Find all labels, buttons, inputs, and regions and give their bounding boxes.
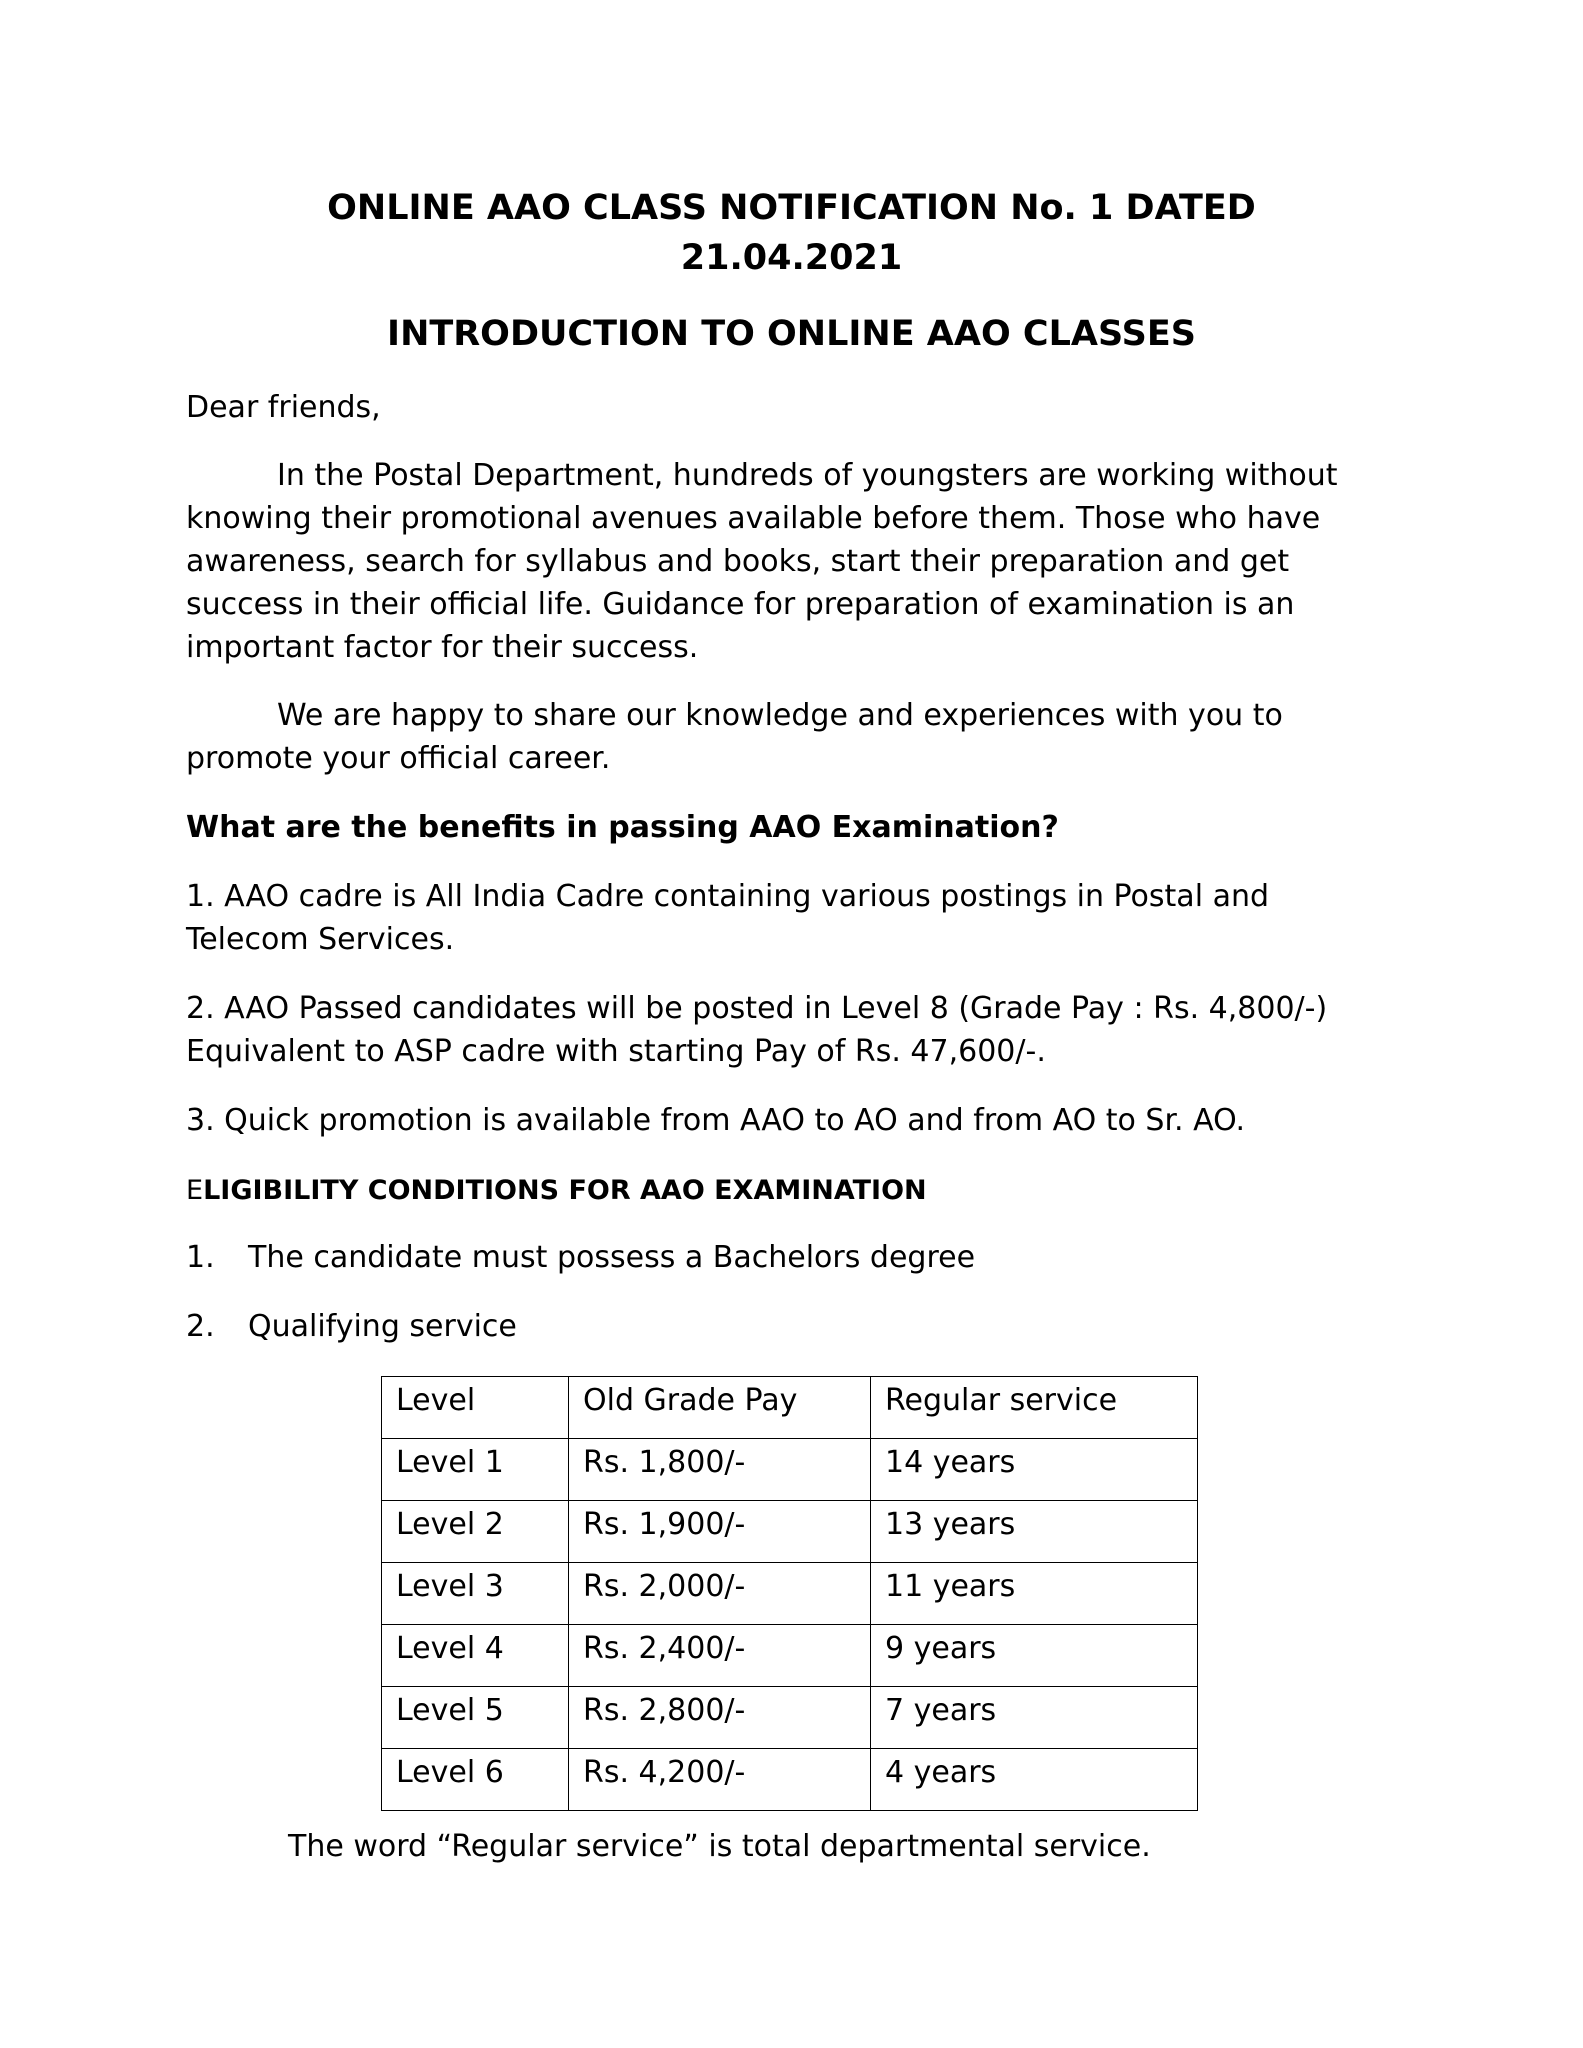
table-header-row: [382, 1377, 1198, 1439]
para1-line-4: success in their official life. Guidance for preparation of examination is an: [186, 587, 1295, 622]
eligibility-heading-rest: LIGIBILITY CONDITIONS FOR AAO EXAMINATION: [203, 1175, 927, 1206]
subtitle: INTRODUCTION TO ONLINE AAO CLASSES: [387, 314, 1196, 354]
eligibility-heading: [186, 1175, 927, 1206]
condition-number: 1.: [186, 1240, 215, 1275]
cell-service: 9 years: [871, 1625, 1198, 1687]
cell-service: 7 years: [871, 1687, 1198, 1749]
salutation: Dear friends,: [186, 390, 381, 425]
cell-service: 4 years: [871, 1749, 1198, 1811]
cell-grade-pay: Rs. 2,800/-: [569, 1687, 871, 1749]
para1-line-3: awareness, search for syllabus and books, start their preparation and get: [186, 544, 1290, 579]
cell-service: 14 years: [871, 1439, 1198, 1501]
table-row: [382, 1563, 1198, 1625]
condition-number: 2.: [186, 1309, 215, 1344]
eligibility-heading-initial: E: [186, 1175, 204, 1206]
cell-level: Level 1: [382, 1439, 569, 1501]
para1-line-2: knowing their promotional avenues available before them. Those who have: [186, 501, 1321, 536]
para2-line-1: We are happy to share our knowledge and experiences with you to: [277, 698, 1283, 733]
table-row: [382, 1687, 1198, 1749]
header-old-grade-pay: Old Grade Pay: [569, 1377, 871, 1439]
cell-level: Level 4: [382, 1625, 569, 1687]
cell-grade-pay: Rs. 4,200/-: [569, 1749, 871, 1811]
benefit-2-line-2: Equivalent to ASP cadre with starting Pay of Rs. 47,600/-.: [186, 1034, 1046, 1069]
benefit-3: 3. Quick promotion is available from AAO to AO and from AO to Sr. AO.: [186, 1103, 1246, 1138]
footnote: The word “Regular service” is total departmental service.: [288, 1829, 1151, 1864]
condition-text: Qualifying service: [248, 1309, 517, 1344]
benefit-2-line-1: 2. AAO Passed candidates will be posted in Level 8 (Grade Pay : Rs. 4,800/-): [186, 991, 1328, 1026]
benefits-heading: What are the benefits in passing AAO Examination?: [186, 810, 1059, 845]
cell-level: Level 3: [382, 1563, 569, 1625]
para2-line-2: promote your official career.: [186, 741, 611, 776]
cell-grade-pay: Rs. 2,400/-: [569, 1625, 871, 1687]
cell-level: Level 5: [382, 1687, 569, 1749]
cell-grade-pay: Rs. 1,800/-: [569, 1439, 871, 1501]
para1-line-1: In the Postal Department, hundreds of youngsters are working without: [277, 458, 1338, 493]
cell-service: 11 years: [871, 1563, 1198, 1625]
para1-line-5: important factor for their success.: [186, 630, 699, 665]
table-row: [382, 1749, 1198, 1811]
table-row: [382, 1501, 1198, 1563]
title-line-1: ONLINE AAO CLASS NOTIFICATION No. 1 DATED: [327, 188, 1256, 228]
qualifying-service-table: [381, 1376, 1198, 1811]
title-line-2: 21.04.2021: [680, 238, 903, 278]
cell-grade-pay: Rs. 1,900/-: [569, 1501, 871, 1563]
benefit-1-line-2: Telecom Services.: [186, 922, 455, 957]
cell-service: 13 years: [871, 1501, 1198, 1563]
cell-grade-pay: Rs. 2,000/-: [569, 1563, 871, 1625]
header-level: Level: [382, 1377, 569, 1439]
table-row: [382, 1625, 1198, 1687]
benefit-1-line-1: 1. AAO cadre is All India Cadre containing various postings in Postal and: [186, 879, 1270, 914]
condition-text: The candidate must possess a Bachelors degree: [248, 1240, 976, 1275]
cell-level: Level 2: [382, 1501, 569, 1563]
header-regular-service: Regular service: [871, 1377, 1198, 1439]
cell-level: Level 6: [382, 1749, 569, 1811]
table-row: [382, 1439, 1198, 1501]
